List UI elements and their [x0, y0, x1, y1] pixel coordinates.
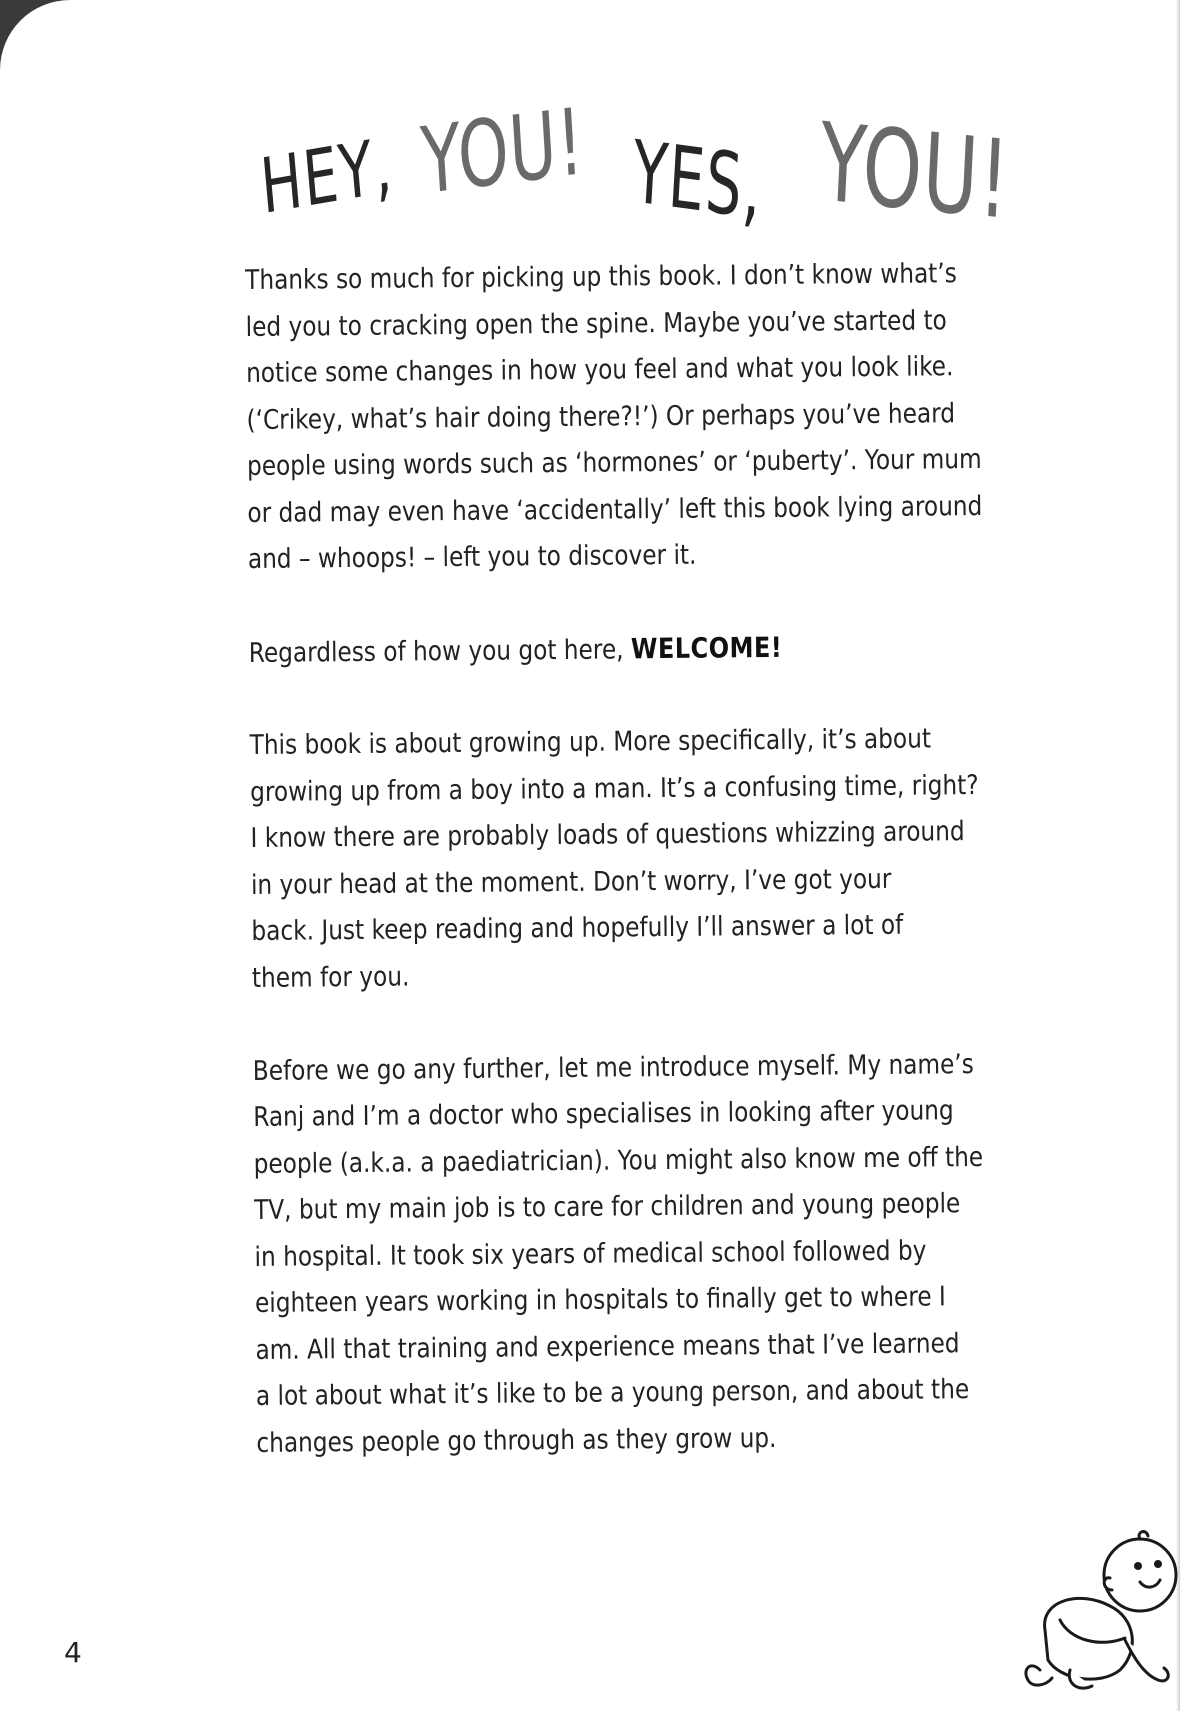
page-number: 4: [64, 1636, 82, 1669]
text-line: back. Just keep reading and hopefully I’ll answer a lot of: [251, 909, 904, 947]
text-line: Ranj and I’m a doctor who specialises in looking after young: [253, 1095, 954, 1133]
text-line: I know there are probably loads of questions whizzing around: [250, 816, 965, 854]
body-text: [245, 250, 1057, 1467]
text-line: people (a.k.a. a paediatrician). You might also know me off the: [253, 1141, 984, 1180]
text-line: [249, 623, 937, 676]
text-line: them for you.: [251, 960, 410, 994]
paragraph-author: [253, 1041, 1057, 1467]
text-line: growing up from a boy into a man. It’s a confusing time, right?: [249, 769, 979, 808]
title-hey: HEY,: [257, 120, 397, 231]
welcome-word: WELCOME!: [630, 630, 783, 666]
welcome-prefix: Regardless of how you got here,: [248, 634, 632, 669]
title-you-1: YOU!: [418, 88, 587, 215]
text-line: (‘Crikey, what’s hair doing there?!’) Or perhaps you’ve heard: [246, 397, 956, 436]
text-line: This book is about growing up. More specifically, it’s about: [249, 723, 932, 761]
text-line: TV, but my main job is to care for children and young people: [253, 1188, 961, 1226]
paragraph-intro: [245, 250, 1048, 583]
title-you-2: YOU!: [817, 100, 1013, 244]
text-line: in hospital. It took six years of medical school followed by: [254, 1235, 927, 1273]
page-edge: [1176, 0, 1180, 1711]
paragraph-about: [249, 715, 1052, 1002]
title-yes: YES,: [630, 122, 766, 240]
text-line: am. All that training and experience means that I’ve learned: [255, 1327, 960, 1366]
text-line: Thanks so much for picking up this book. I don’t know what’s: [245, 258, 957, 296]
text-line: in your head at the moment. Don’t worry, I’ve got your: [250, 863, 892, 901]
crawling-baby-icon: [1000, 1520, 1180, 1700]
text-line: or dad may even have ‘accidentally’ left this book lying around: [247, 490, 983, 529]
text-line: people using words such as ‘hormones’ or ‘puberty’. Your mum: [246, 443, 982, 482]
text-line: eighteen years working in hospitals to finally get to where I: [254, 1281, 946, 1319]
text-line: led you to cracking open the spine. Maybe you’ve started to: [245, 304, 947, 343]
text-line: and – whoops! – left you to discover it.: [247, 539, 697, 575]
text-line: notice some changes in how you feel and what you look like.: [245, 351, 954, 389]
page-title: [257, 88, 1025, 248]
text-line: a lot about what it’s like to be a young person, and about the: [255, 1374, 970, 1412]
text-line: changes people go through as they grow up.: [256, 1422, 777, 1459]
paragraph-welcome: [249, 622, 1049, 676]
text-line: Before we go any further, let me introduce myself. My name’s: [252, 1048, 974, 1087]
